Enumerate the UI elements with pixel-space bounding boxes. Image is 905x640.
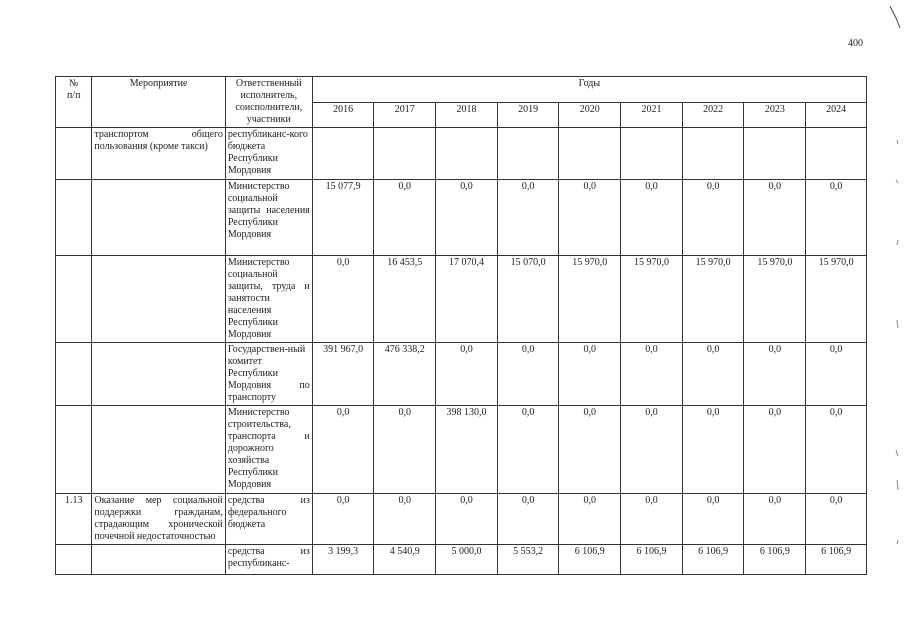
value-cell: 15 970,0 [559, 256, 621, 343]
value-cell: 0,0 [744, 406, 806, 494]
value-cell: 0,0 [312, 256, 374, 343]
row-number: 1.13 [56, 494, 92, 545]
scan-mark-icon [888, 4, 902, 30]
value-cell: 0,0 [806, 343, 867, 406]
year-header: 2018 [436, 102, 498, 128]
responsible-cell: Министерство социальной защиты населения Республики Мордовия [225, 180, 312, 256]
value-cell: 0,0 [621, 180, 683, 256]
value-cell: 0,0 [312, 494, 374, 545]
col-event-header: Мероприятие [92, 77, 225, 128]
value-cell [312, 128, 374, 180]
table-row [56, 180, 867, 256]
value-cell: 0,0 [559, 494, 621, 545]
value-cell: 0,0 [559, 343, 621, 406]
value-cell: 476 338,2 [374, 343, 436, 406]
value-cell: 15 077,9 [312, 180, 374, 256]
value-cell: 0,0 [497, 343, 559, 406]
value-cell: 15 070,0 [497, 256, 559, 343]
value-cell: 0,0 [806, 494, 867, 545]
table-row [56, 545, 867, 575]
value-cell [621, 128, 683, 180]
value-cell: 0,0 [682, 180, 744, 256]
value-cell: 17 070,4 [436, 256, 498, 343]
value-cell: 6 106,9 [559, 545, 621, 575]
responsible-cell: Министерство строительства, транспорта и дорожного хозяйства Республики Мордовия [225, 406, 312, 494]
value-cell: 0,0 [497, 406, 559, 494]
value-cell: 6 106,9 [621, 545, 683, 575]
value-cell [436, 128, 498, 180]
year-header: 2019 [497, 102, 559, 128]
row-number [56, 128, 92, 180]
event-cell [92, 406, 225, 494]
responsible-cell: средства из федерального бюджета [225, 494, 312, 545]
value-cell: 0,0 [497, 494, 559, 545]
value-cell: 15 970,0 [621, 256, 683, 343]
responsible-cell: республиканс-кого бюджета Республики Мордовия [225, 128, 312, 180]
responsible-cell: Министерство социальной защиты, труда и занятости населения Республики Мордовия [225, 256, 312, 343]
table-row [56, 256, 867, 343]
value-cell: 0,0 [436, 180, 498, 256]
page-number: 400 [848, 38, 863, 49]
value-cell: 0,0 [744, 494, 806, 545]
value-cell [374, 128, 436, 180]
value-cell: 391 967,0 [312, 343, 374, 406]
event-cell [92, 180, 225, 256]
value-cell [559, 128, 621, 180]
year-header: 2020 [559, 102, 621, 128]
value-cell: 6 106,9 [744, 545, 806, 575]
value-cell: 0,0 [621, 494, 683, 545]
value-cell [682, 128, 744, 180]
value-cell: 0,0 [374, 406, 436, 494]
value-cell: 0,0 [436, 343, 498, 406]
year-header: 2017 [374, 102, 436, 128]
value-cell: 0,0 [621, 406, 683, 494]
value-cell: 16 453,5 [374, 256, 436, 343]
year-header: 2021 [621, 102, 683, 128]
value-cell: 0,0 [682, 406, 744, 494]
row-number [56, 545, 92, 575]
value-cell: 0,0 [806, 406, 867, 494]
value-cell: 0,0 [312, 406, 374, 494]
value-cell: 0,0 [374, 180, 436, 256]
col-resp-header: Ответственный исполнитель, соисполнители, участники [225, 77, 312, 128]
value-cell: 0,0 [559, 406, 621, 494]
value-cell: 6 106,9 [682, 545, 744, 575]
year-header: 2024 [806, 102, 867, 128]
year-header: 2016 [312, 102, 374, 128]
event-cell: Оказание мер социальной поддержки гражданам, страдающим хронической почечной недостаточностью [92, 494, 225, 545]
value-cell: 15 970,0 [806, 256, 867, 343]
table-row [56, 494, 867, 545]
value-cell: 0,0 [497, 180, 559, 256]
value-cell: 6 106,9 [806, 545, 867, 575]
value-cell: 5 000,0 [436, 545, 498, 575]
value-cell: 0,0 [559, 180, 621, 256]
value-cell: 0,0 [682, 494, 744, 545]
value-cell: 15 970,0 [682, 256, 744, 343]
value-cell: 0,0 [682, 343, 744, 406]
year-header: 2023 [744, 102, 806, 128]
budget-table [55, 76, 867, 575]
event-cell [92, 343, 225, 406]
responsible-cell: Государствен-ный комитет Республики Мордовия по транспорту [225, 343, 312, 406]
value-cell: 5 553,2 [497, 545, 559, 575]
value-cell: 0,0 [806, 180, 867, 256]
value-cell: 398 130,0 [436, 406, 498, 494]
value-cell [497, 128, 559, 180]
header-row [56, 77, 867, 103]
value-cell: 0,0 [744, 343, 806, 406]
value-cell [744, 128, 806, 180]
row-number [56, 256, 92, 343]
value-cell: 15 970,0 [744, 256, 806, 343]
responsible-cell: средства из республиканс- [225, 545, 312, 575]
year-header: 2022 [682, 102, 744, 128]
value-cell: 0,0 [436, 494, 498, 545]
event-cell [92, 256, 225, 343]
value-cell: 0,0 [374, 494, 436, 545]
row-number [56, 180, 92, 256]
col-num-header: № п/п [56, 77, 92, 128]
table-row [56, 343, 867, 406]
col-years-header: Годы [312, 77, 866, 103]
row-number [56, 406, 92, 494]
row-number [56, 343, 92, 406]
value-cell: 0,0 [621, 343, 683, 406]
table-row [56, 128, 867, 180]
value-cell [806, 128, 867, 180]
value-cell: 3 199,3 [312, 545, 374, 575]
table-row [56, 406, 867, 494]
event-cell [92, 545, 225, 575]
event-cell: транспортом общего пользования (кроме такси) [92, 128, 225, 180]
value-cell: 0,0 [744, 180, 806, 256]
value-cell: 4 540,9 [374, 545, 436, 575]
scan-edge-marks-icon [892, 120, 902, 620]
